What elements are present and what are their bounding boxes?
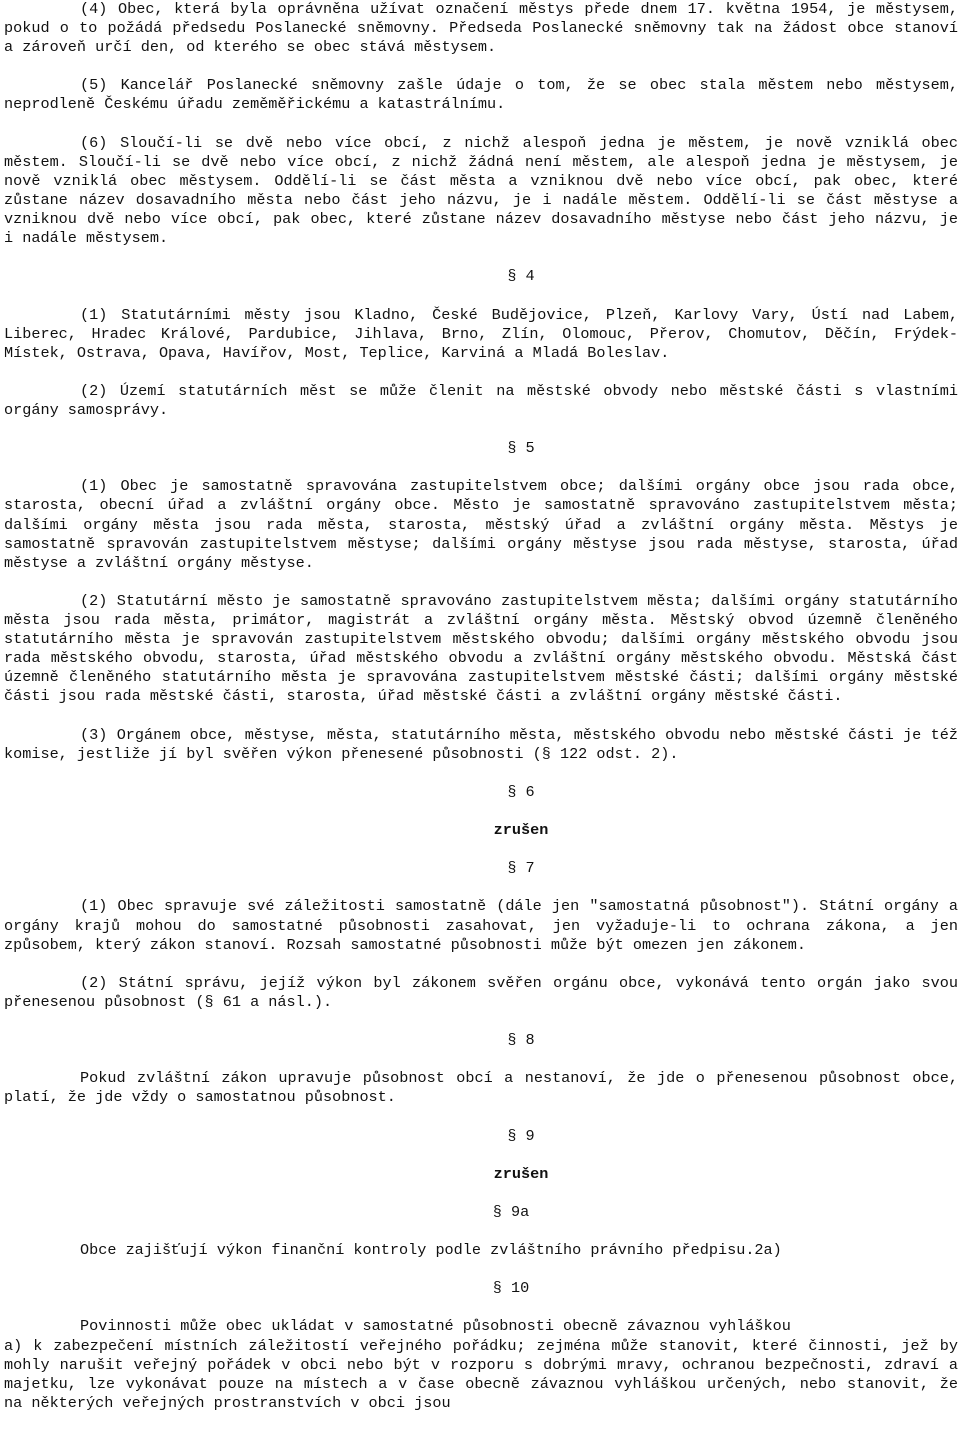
paragraph-5: (5) Kancelář Poslanecké sněmovny zašle údaje o tom, že se obec stala městem nebo městysem, neprodleně Českému úřadu zeměměřickému a katastrálnímu. — [4, 76, 958, 114]
section-8-heading: § 8 — [507, 1031, 535, 1050]
section-4-paragraph-1: (1) Statutárními městy jsou Kladno, České Budějovice, Plzeň, Karlovy Vary, Ústí nad Labem, Liberec, Hradec Králové, Pardubice, Jihlava, Brno, Zlín, Olomouc, Přerov, Chomutov, Děčín, Frýdek-Místek, Ostrava, Opava, Havířov, Most, Teplice, Karviná a Mladá Boleslav. — [4, 305, 958, 362]
paragraph-4: (4) Obec, která byla oprávněna užívat označení městys přede dnem 17. května 1954, je městysem, pokud o to požádá předsedu Poslanecké sněmovny. Předseda Poslanecké sněmovny tak na žádost obce stanoví a zároveň určí den, od kterého se obec stává městysem. — [4, 0, 958, 57]
section-6-repealed: zrušen — [493, 821, 549, 840]
section-6-heading: § 6 — [507, 782, 535, 801]
section-5-paragraph-2: (2) Statutární město je samostatně spravováno zastupitelstvem města; dalšími orgány statutárního města jsou rada města, primátor, magistrát a zvláštní orgány města. Městský obvod územně členěného statutárního města je spravován zastupitelstvem městského obvodu; dalšími orgány městského obvodu jsou rada městského obvodu, starosta, úřad městského obvodu a zvláštní orgány městského obvodu. Městská část územně členěného statutárního města je spravována zastupitelstvem městské části; dalšími orgány městské části jsou rada městské části, starosta, úřad městské části a zvláštní orgány městské části. — [4, 591, 958, 706]
section-10-intro: Povinnosti může obec ukládat v samostatné působnosti obecně závaznou vyhláškou — [80, 1317, 791, 1336]
document-page — [4, 0, 958, 1413]
section-9-repealed: zrušen — [493, 1164, 549, 1183]
paragraph-6: (6) Sloučí-li se dvě nebo více obcí, z nichž alespoň jedna je městem, je nově vzniklá obec městem. Sloučí-li se dvě nebo více obcí, z nichž žádná není městem, ale alespoň jedna je městysem, je nově vzniklá obec městysem. Oddělí-li se část města a vzniknou dvě nebo více obcí, pak obec, které zůstane název dosavadního města nebo část jeho názvu, je i nadále městem. Oddělí-li se část městyse a vzniknou dvě nebo více obcí, pak obec, které zůstane název dosavadního městyse nebo část jeho názvu, je i nadále městysem. — [4, 133, 958, 248]
section-7-paragraph-1: (1) Obec spravuje své záležitosti samostatně (dále jen "samostatná působnost"). Státní orgány a orgány krajů mohou do samostatné působnosti zasahovat, jen vyžaduje-li to ochrana zákona, a jen způsobem, který zákon stanoví. Rozsah samostatné působnosti může být omezen jen zákonem. — [4, 897, 958, 954]
section-5-heading: § 5 — [507, 439, 535, 458]
section-8-paragraph-1: Pokud zvláštní zákon upravuje působnost obcí a nestanoví, že jde o přenesenou působnost obce, platí, že jde vždy o samostatnou působnost. — [4, 1069, 958, 1107]
section-9a-paragraph-1: Obce zajišťují výkon finanční kontroly podle zvláštního právního předpisu.2a) — [80, 1241, 782, 1260]
section-9-heading: § 9 — [507, 1126, 535, 1145]
section-10-item-a: a) k zabezpečení místních záležitostí veřejného pořádku; zejména může stanovit, které činnosti, jež by mohly narušit veřejný pořádek v obci nebo být v rozporu s dobrými mravy, ochranou bezpečnosti, zdraví a majetku, lze vykonávat pouze na místech a v čase obecně závaznou vyhláškou určených, nebo stanovit, že na některých veřejných prostranstvích v obci jsou — [4, 1336, 958, 1412]
section-5-paragraph-1: (1) Obec je samostatně spravována zastupitelstvem obce; dalšími orgány obce jsou rada obce, starosta, obecní úřad a zvláštní orgány obce. Město je samostatně spravováno zastupitelstvem města; dalšími orgány města jsou rada města, starosta, městský úřad a zvláštní orgány města. Městys je samostatně spravován zastupitelstvem městyse; dalšími orgány městyse jsou rada městyse, starosta, úřad městyse a zvláštní orgány městyse. — [4, 477, 958, 572]
section-4-heading: § 4 — [507, 267, 535, 286]
section-7-heading: § 7 — [507, 859, 535, 878]
section-7-paragraph-2: (2) Státní správu, jejíž výkon byl zákonem svěřen orgánu obce, vykonává tento orgán jako svou přenesenou působnost (§ 61 a násl.). — [4, 973, 958, 1011]
section-9a-heading: § 9a — [492, 1202, 530, 1221]
section-4-paragraph-2: (2) Území statutárních měst se může členit na městské obvody nebo městské části s vlastními orgány samosprávy. — [4, 381, 958, 419]
section-5-paragraph-3: (3) Orgánem obce, městyse, města, statutárního města, městského obvodu nebo městské části je též komise, jestliže jí byl svěřen výkon přenesené působnosti (§ 122 odst. 2). — [4, 725, 958, 763]
section-10-heading: § 10 — [492, 1279, 530, 1298]
